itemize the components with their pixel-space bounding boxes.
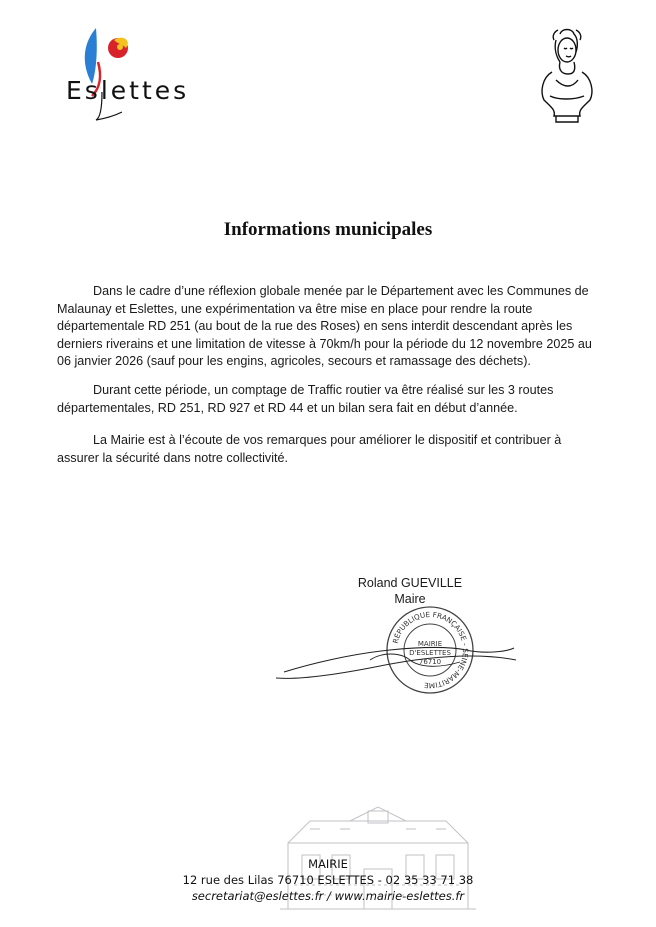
footer-address: 12 rue des Lilas 76710 ESLETTES - 02 35 33 71 38	[182, 873, 474, 887]
signer-role: Maire	[394, 592, 426, 606]
svg-text:D'ESLETTES: D'ESLETTES	[409, 649, 451, 657]
svg-text:76710: 76710	[418, 658, 442, 666]
footer-contact: secretariat@eslettes.fr / www.mairie-eslettes.fr	[191, 889, 465, 903]
eslettes-logo	[62, 22, 192, 122]
paragraph-2: Durant cette période, un comptage de Traffic routier va être réalisé sur les 3 routes départementales, RD 251, RD 927 et RD 44 et un bilan sera fait en début d’année.	[57, 383, 554, 415]
svg-text:MAIRIE: MAIRIE	[417, 640, 443, 648]
signer-name: Roland GUEVILLE	[357, 576, 463, 590]
logo-text: Eslettes	[66, 76, 190, 105]
paragraph-1: Dans le cadre d’une réflexion globale menée par le Département avec les Communes de Malaunay et Eslettes, une expérimentation va être mise en place pour rendre la route départementale RD 251 (au bout de la rue des Roses) en sens interdit descendant après les derniers riverains et une limitation de vitesse à 70km/h pour la période du 12 novembre 2025 au 06 janvier 2026 (sauf pour les engins, agricoles, secours et ramassage des déchets).	[57, 284, 592, 368]
footer-label: MAIRIE	[308, 857, 348, 871]
svg-text:RÉPUBLIQUE FRANÇAISE - SEINE-M: RÉPUBLIQUE FRANÇAISE - SEINE-MARITIME	[390, 609, 471, 691]
handwritten-signature	[270, 630, 518, 690]
page-title: Informations municipales	[223, 219, 433, 240]
paragraph-3: La Mairie est à l’écoute de vos remarques pour améliorer le dispositif et contribuer à assurer la sécurité dans notre collectivité.	[57, 433, 562, 465]
marianne-bust-icon	[534, 26, 598, 124]
